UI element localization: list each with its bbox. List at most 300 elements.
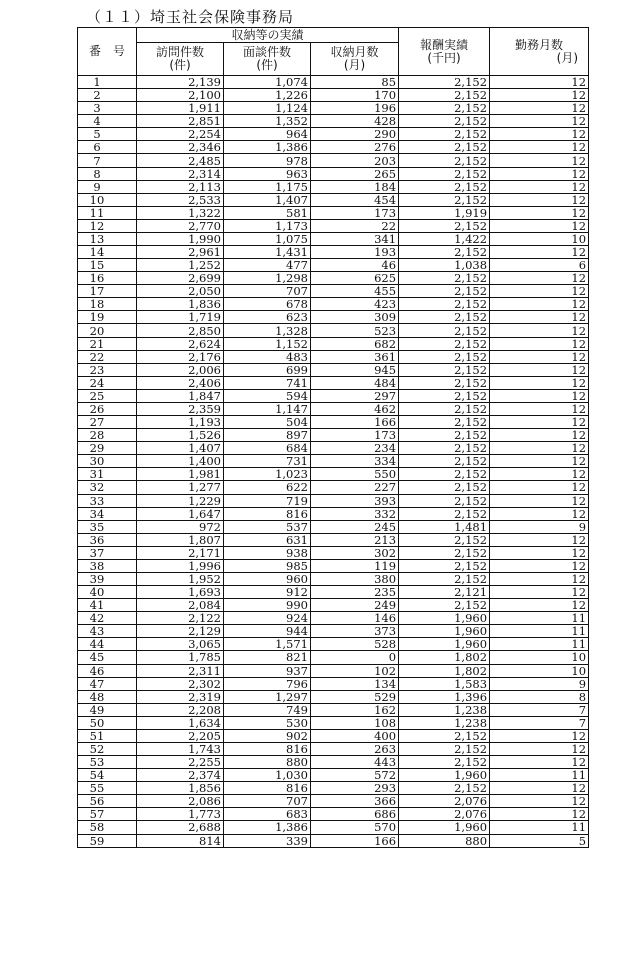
pay-cell: 1,422 [399, 232, 490, 245]
months-cell: 12 [490, 350, 589, 363]
collections-cell: 443 [311, 756, 399, 769]
table-row [78, 141, 589, 154]
collections-cell: 234 [311, 442, 399, 455]
row-number: 46 [78, 664, 137, 677]
visits-cell: 2,176 [137, 350, 224, 363]
visits-cell: 814 [137, 834, 224, 847]
months-cell: 6 [490, 259, 589, 272]
months-cell: 12 [490, 795, 589, 808]
row-number: 5 [78, 128, 137, 141]
collections-cell: 249 [311, 599, 399, 612]
collections-cell: 572 [311, 769, 399, 782]
interviews-cell: 963 [224, 167, 311, 180]
pay-cell: 2,152 [399, 402, 490, 415]
months-cell: 10 [490, 664, 589, 677]
header-number: 番 号 [78, 28, 137, 76]
row-number: 23 [78, 363, 137, 376]
table-row [78, 337, 589, 350]
interviews-cell: 1,147 [224, 402, 311, 415]
visits-cell: 2,533 [137, 193, 224, 206]
row-number: 47 [78, 677, 137, 690]
row-number: 51 [78, 729, 137, 742]
pay-cell: 2,152 [399, 481, 490, 494]
header-months-label: 勤務月数 [515, 37, 564, 52]
collections-cell: 341 [311, 232, 399, 245]
pay-cell: 2,152 [399, 272, 490, 285]
months-cell: 12 [490, 494, 589, 507]
months-cell: 12 [490, 756, 589, 769]
row-number: 28 [78, 429, 137, 442]
interviews-cell: 1,226 [224, 89, 311, 102]
table-row [78, 128, 589, 141]
interviews-cell: 594 [224, 389, 311, 402]
table-row [78, 76, 589, 89]
row-number: 57 [78, 808, 137, 821]
visits-cell: 2,699 [137, 272, 224, 285]
visits-cell: 1,526 [137, 429, 224, 442]
collections-cell: 455 [311, 285, 399, 298]
collections-cell: 85 [311, 76, 399, 89]
months-cell: 12 [490, 742, 589, 755]
header-months [490, 28, 589, 76]
table-row [78, 389, 589, 402]
pay-cell: 2,152 [399, 599, 490, 612]
table-row [78, 716, 589, 729]
row-number: 20 [78, 324, 137, 337]
header-pay [399, 28, 490, 76]
interviews-cell: 1,173 [224, 219, 311, 232]
table-row [78, 625, 589, 638]
collections-cell: 173 [311, 206, 399, 219]
collections-cell: 196 [311, 102, 399, 115]
collections-cell: 173 [311, 429, 399, 442]
pay-cell: 2,152 [399, 742, 490, 755]
months-cell: 12 [490, 572, 589, 585]
visits-cell: 1,252 [137, 259, 224, 272]
interviews-cell: 964 [224, 128, 311, 141]
interviews-cell: 816 [224, 742, 311, 755]
months-cell: 8 [490, 690, 589, 703]
interviews-cell: 719 [224, 494, 311, 507]
collections-cell: 102 [311, 664, 399, 677]
row-number: 48 [78, 690, 137, 703]
months-cell: 12 [490, 416, 589, 429]
collections-cell: 134 [311, 677, 399, 690]
visits-cell: 2,050 [137, 285, 224, 298]
visits-cell: 2,961 [137, 246, 224, 259]
months-cell: 12 [490, 272, 589, 285]
collections-cell: 686 [311, 808, 399, 821]
row-number: 22 [78, 350, 137, 363]
visits-cell: 2,851 [137, 115, 224, 128]
pay-cell: 2,152 [399, 389, 490, 402]
months-cell: 12 [490, 206, 589, 219]
collections-cell: 625 [311, 272, 399, 285]
row-number: 16 [78, 272, 137, 285]
collections-cell: 235 [311, 586, 399, 599]
table-row [78, 808, 589, 821]
visits-cell: 2,208 [137, 703, 224, 716]
interviews-cell: 1,030 [224, 769, 311, 782]
pay-cell: 2,152 [399, 128, 490, 141]
visits-cell: 1,856 [137, 782, 224, 795]
visits-cell: 2,406 [137, 376, 224, 389]
visits-cell: 1,785 [137, 651, 224, 664]
months-cell: 11 [490, 612, 589, 625]
interviews-cell: 821 [224, 651, 311, 664]
collections-cell: 227 [311, 481, 399, 494]
table-row [78, 481, 589, 494]
header-interviews [224, 43, 311, 76]
pay-cell: 2,152 [399, 429, 490, 442]
pay-cell: 1,960 [399, 612, 490, 625]
pay-cell: 2,152 [399, 154, 490, 167]
months-cell: 10 [490, 651, 589, 664]
interviews-cell: 1,152 [224, 337, 311, 350]
collections-cell: 529 [311, 690, 399, 703]
collections-cell: 0 [311, 651, 399, 664]
collections-cell: 184 [311, 180, 399, 193]
interviews-cell: 1,175 [224, 180, 311, 193]
collections-cell: 945 [311, 363, 399, 376]
pay-cell: 1,960 [399, 769, 490, 782]
months-cell: 12 [490, 402, 589, 415]
pay-cell: 1,583 [399, 677, 490, 690]
interviews-cell: 741 [224, 376, 311, 389]
pay-cell: 2,152 [399, 455, 490, 468]
interviews-cell: 683 [224, 808, 311, 821]
row-number: 26 [78, 402, 137, 415]
interviews-cell: 684 [224, 442, 311, 455]
months-cell: 12 [490, 455, 589, 468]
table-row [78, 677, 589, 690]
row-number: 19 [78, 311, 137, 324]
months-cell: 12 [490, 285, 589, 298]
table-row [78, 612, 589, 625]
collections-cell: 454 [311, 193, 399, 206]
interviews-cell: 731 [224, 455, 311, 468]
header-collection-group: 収納等の実績 [137, 28, 399, 43]
collections-cell: 423 [311, 298, 399, 311]
table-row [78, 193, 589, 206]
months-cell: 12 [490, 389, 589, 402]
interviews-cell: 530 [224, 716, 311, 729]
collections-cell: 366 [311, 795, 399, 808]
table-row [78, 586, 589, 599]
interviews-cell: 937 [224, 664, 311, 677]
interviews-cell: 504 [224, 416, 311, 429]
visits-cell: 1,981 [137, 468, 224, 481]
table-row [78, 834, 589, 847]
table-row [78, 376, 589, 389]
table-row [78, 416, 589, 429]
interviews-cell: 477 [224, 259, 311, 272]
months-cell: 12 [490, 376, 589, 389]
pay-cell: 2,152 [399, 115, 490, 128]
row-number: 3 [78, 102, 137, 115]
interviews-cell: 1,298 [224, 272, 311, 285]
collections-cell: 682 [311, 337, 399, 350]
visits-cell: 2,311 [137, 664, 224, 677]
collections-cell: 170 [311, 89, 399, 102]
visits-cell: 2,314 [137, 167, 224, 180]
interviews-cell: 749 [224, 703, 311, 716]
visits-cell: 2,770 [137, 219, 224, 232]
row-number: 44 [78, 638, 137, 651]
interviews-cell: 537 [224, 520, 311, 533]
visits-cell: 2,359 [137, 402, 224, 415]
pay-cell: 2,152 [399, 376, 490, 389]
collections-cell: 334 [311, 455, 399, 468]
visits-cell: 2,688 [137, 821, 224, 834]
months-cell: 12 [490, 559, 589, 572]
row-number: 11 [78, 206, 137, 219]
interviews-cell: 1,328 [224, 324, 311, 337]
visits-cell: 2,254 [137, 128, 224, 141]
table-row [78, 638, 589, 651]
row-number: 2 [78, 89, 137, 102]
visits-cell: 1,996 [137, 559, 224, 572]
table-row [78, 285, 589, 298]
row-number: 10 [78, 193, 137, 206]
collections-cell: 373 [311, 625, 399, 638]
table-row [78, 651, 589, 664]
interviews-cell: 1,352 [224, 115, 311, 128]
interviews-cell: 880 [224, 756, 311, 769]
pay-cell: 1,960 [399, 638, 490, 651]
interviews-cell: 1,386 [224, 821, 311, 834]
visits-cell: 1,773 [137, 808, 224, 821]
row-number: 9 [78, 180, 137, 193]
visits-cell: 2,100 [137, 89, 224, 102]
collections-cell: 309 [311, 311, 399, 324]
pay-cell: 2,152 [399, 782, 490, 795]
months-cell: 9 [490, 520, 589, 533]
pay-cell: 2,152 [399, 89, 490, 102]
months-cell: 10 [490, 232, 589, 245]
months-cell: 12 [490, 507, 589, 520]
row-number: 39 [78, 572, 137, 585]
row-number: 42 [78, 612, 137, 625]
collections-cell: 162 [311, 703, 399, 716]
visits-cell: 2,346 [137, 141, 224, 154]
row-number: 18 [78, 298, 137, 311]
row-number: 56 [78, 795, 137, 808]
visits-cell: 1,400 [137, 455, 224, 468]
collections-cell: 245 [311, 520, 399, 533]
months-cell: 12 [490, 193, 589, 206]
header-collections-label: 収納月数 [330, 45, 379, 59]
interviews-cell: 1,386 [224, 141, 311, 154]
header-interviews-label: 面談件数 [242, 45, 291, 59]
table-row [78, 219, 589, 232]
table-row [78, 167, 589, 180]
visits-cell: 2,624 [137, 337, 224, 350]
visits-cell: 1,229 [137, 494, 224, 507]
table-row [78, 206, 589, 219]
row-number: 34 [78, 507, 137, 520]
interviews-cell: 1,297 [224, 690, 311, 703]
visits-cell: 2,122 [137, 612, 224, 625]
row-number: 43 [78, 625, 137, 638]
table-row [78, 507, 589, 520]
pay-cell: 2,152 [399, 285, 490, 298]
row-number: 58 [78, 821, 137, 834]
months-cell: 12 [490, 324, 589, 337]
page-title: （１１）埼玉社会保険事務局 [86, 8, 295, 26]
pay-cell: 2,152 [399, 167, 490, 180]
pay-cell: 2,152 [399, 180, 490, 193]
visits-cell: 2,129 [137, 625, 224, 638]
table-row [78, 546, 589, 559]
months-cell: 11 [490, 638, 589, 651]
interviews-cell: 339 [224, 834, 311, 847]
pay-cell: 2,152 [399, 442, 490, 455]
table-row [78, 769, 589, 782]
table-row [78, 703, 589, 716]
row-number: 25 [78, 389, 137, 402]
pay-cell: 2,152 [399, 311, 490, 324]
table-row [78, 572, 589, 585]
collections-cell: 203 [311, 154, 399, 167]
collections-cell: 361 [311, 350, 399, 363]
pay-cell: 1,396 [399, 690, 490, 703]
interviews-cell: 985 [224, 559, 311, 572]
pay-cell: 2,152 [399, 756, 490, 769]
table-row [78, 89, 589, 102]
row-number: 33 [78, 494, 137, 507]
header-pay-unit: (千円) [427, 50, 461, 65]
collections-cell: 570 [311, 821, 399, 834]
table-row [78, 298, 589, 311]
table-row [78, 821, 589, 834]
collections-cell: 108 [311, 716, 399, 729]
table-row [78, 795, 589, 808]
collections-cell: 393 [311, 494, 399, 507]
months-cell: 12 [490, 141, 589, 154]
visits-cell: 2,171 [137, 546, 224, 559]
collections-cell: 290 [311, 128, 399, 141]
row-number: 40 [78, 586, 137, 599]
row-number: 17 [78, 285, 137, 298]
row-number: 15 [78, 259, 137, 272]
interviews-cell: 581 [224, 206, 311, 219]
table-row [78, 742, 589, 755]
collections-cell: 297 [311, 389, 399, 402]
table-row [78, 324, 589, 337]
pay-cell: 2,152 [399, 337, 490, 350]
pay-cell: 2,152 [399, 507, 490, 520]
header-visits [137, 43, 224, 76]
collections-cell: 166 [311, 834, 399, 847]
header-visits-label: 訪問件数 [155, 45, 204, 59]
months-cell: 12 [490, 102, 589, 115]
visits-cell: 1,743 [137, 742, 224, 755]
pay-cell: 2,152 [399, 572, 490, 585]
visits-cell: 2,205 [137, 729, 224, 742]
table-row [78, 455, 589, 468]
pay-cell: 2,152 [399, 193, 490, 206]
interviews-cell: 631 [224, 533, 311, 546]
table-row [78, 756, 589, 769]
visits-cell: 1,647 [137, 507, 224, 520]
collections-cell: 484 [311, 376, 399, 389]
pay-cell: 2,152 [399, 416, 490, 429]
row-number: 38 [78, 559, 137, 572]
pay-cell: 2,152 [399, 350, 490, 363]
pay-cell: 2,152 [399, 468, 490, 481]
table-row [78, 729, 589, 742]
table-row [78, 102, 589, 115]
visits-cell: 3,065 [137, 638, 224, 651]
interviews-cell: 1,431 [224, 246, 311, 259]
visits-cell: 972 [137, 520, 224, 533]
interviews-cell: 1,124 [224, 102, 311, 115]
pay-cell: 2,152 [399, 559, 490, 572]
row-number: 12 [78, 219, 137, 232]
interviews-cell: 944 [224, 625, 311, 638]
collections-cell: 332 [311, 507, 399, 520]
months-cell: 12 [490, 533, 589, 546]
interviews-cell: 699 [224, 363, 311, 376]
pay-cell: 2,152 [399, 546, 490, 559]
table-row [78, 520, 589, 533]
interviews-cell: 902 [224, 729, 311, 742]
row-number: 27 [78, 416, 137, 429]
interviews-cell: 990 [224, 599, 311, 612]
months-cell: 12 [490, 115, 589, 128]
months-cell: 12 [490, 808, 589, 821]
header-collections [311, 43, 399, 76]
row-number: 24 [78, 376, 137, 389]
collections-cell: 462 [311, 402, 399, 415]
row-number: 13 [78, 232, 137, 245]
row-number: 54 [78, 769, 137, 782]
visits-cell: 1,836 [137, 298, 224, 311]
interviews-cell: 1,023 [224, 468, 311, 481]
months-cell: 12 [490, 363, 589, 376]
row-number: 4 [78, 115, 137, 128]
interviews-cell: 622 [224, 481, 311, 494]
months-cell: 12 [490, 298, 589, 311]
pay-cell: 2,152 [399, 141, 490, 154]
collections-cell: 22 [311, 219, 399, 232]
performance-table [77, 27, 589, 848]
visits-cell: 2,086 [137, 795, 224, 808]
months-cell: 12 [490, 442, 589, 455]
interviews-cell: 960 [224, 572, 311, 585]
months-cell: 12 [490, 167, 589, 180]
collections-cell: 263 [311, 742, 399, 755]
pay-cell: 2,152 [399, 324, 490, 337]
pay-cell: 1,481 [399, 520, 490, 533]
visits-cell: 1,693 [137, 586, 224, 599]
table-row [78, 115, 589, 128]
visits-cell: 2,084 [137, 599, 224, 612]
months-cell: 12 [490, 546, 589, 559]
visits-cell: 1,407 [137, 442, 224, 455]
header-pay-label: 報酬実績 [420, 37, 469, 52]
interviews-cell: 1,407 [224, 193, 311, 206]
pay-cell: 2,152 [399, 494, 490, 507]
header-months-unit: (月) [556, 50, 579, 65]
row-number: 41 [78, 599, 137, 612]
table-row [78, 232, 589, 245]
table-row [78, 154, 589, 167]
interviews-cell: 1,075 [224, 232, 311, 245]
visits-cell: 2,374 [137, 769, 224, 782]
visits-cell: 2,139 [137, 76, 224, 89]
